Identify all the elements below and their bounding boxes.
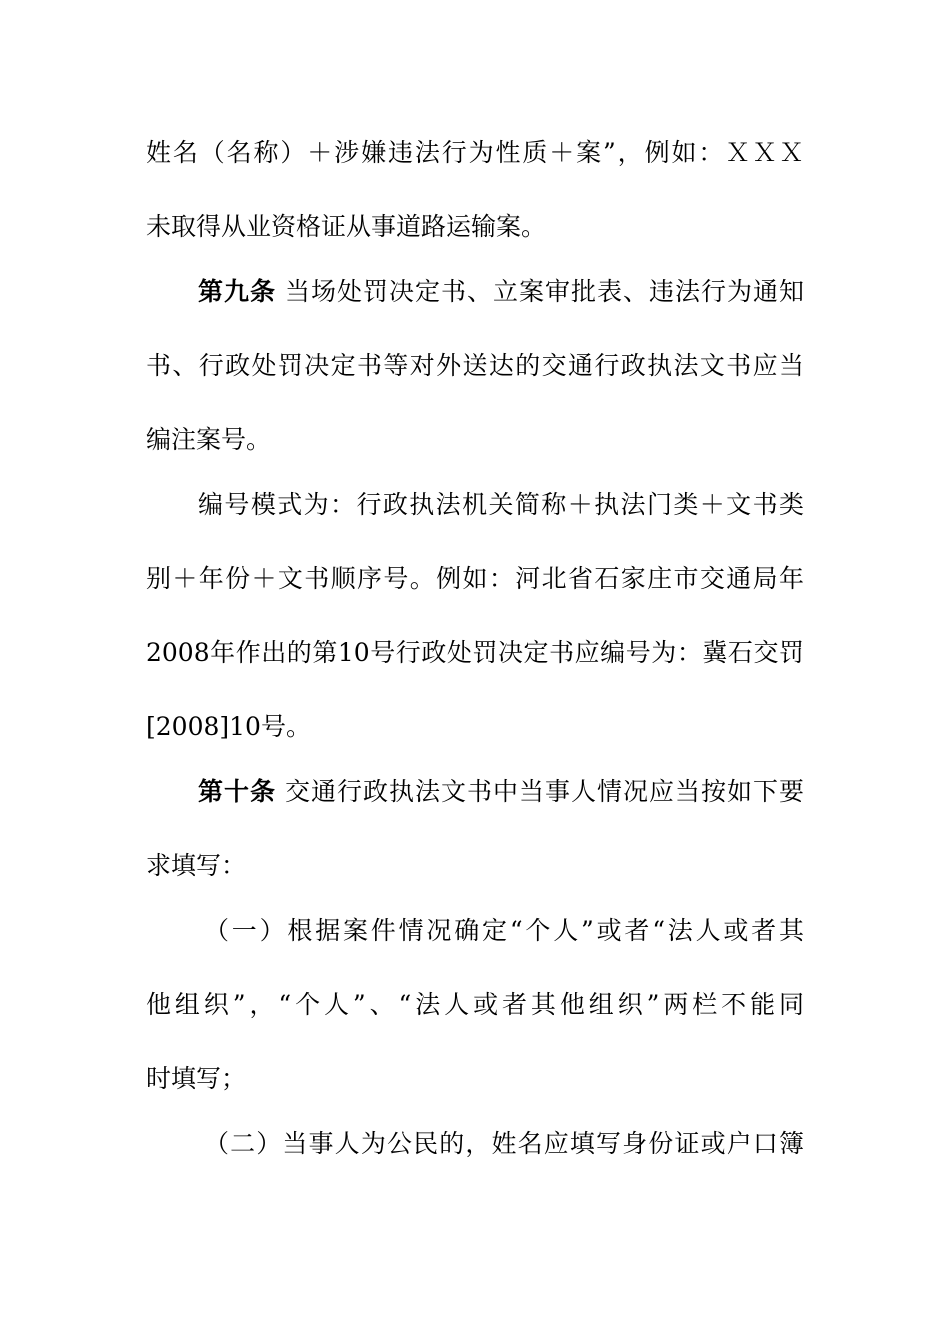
article-10-text: 交通行政执法文书中当事人情况应当按如下要 — [276, 777, 804, 806]
article-10-line — [198, 772, 804, 812]
text-line-13: 他组织”，“个人”、“法人或者其他组织”两栏不能同 — [146, 990, 804, 1019]
text-line-12: （一）根据案件情况确定“个人”或者“法人或者其 — [204, 916, 804, 945]
text-line-7: 别＋年份＋文书顺序号。例如：河北省石家庄市交通局年 — [146, 564, 804, 593]
text-line-6: 编号模式为：行政执法机关简称＋执法门类＋文书类 — [198, 490, 804, 519]
text-line-4: 书、行政处罚决定书等对外送达的交通行政执法文书应当 — [146, 351, 804, 380]
text-line-1: 姓名（名称）＋涉嫌违法行为性质＋案”，例如：ＸＸＸ — [146, 138, 804, 167]
text-line-15: （二）当事人为公民的，姓名应填写身份证或户口簿 — [204, 1129, 804, 1158]
text-line-8: 2008年作出的第10号行政处罚决定书应编号为：冀石交罚 — [146, 638, 804, 667]
article-9-text: 当场处罚决定书、立案审批表、违法行为通知 — [276, 277, 804, 306]
article-9-heading: 第九条 — [198, 277, 277, 306]
text-line-14: 时填写； — [146, 1064, 247, 1093]
text-line-5: 编注案号。 — [146, 425, 272, 454]
text-line-2: 未取得从业资格证从事道路运输案。 — [146, 212, 547, 241]
text-line-9: [2008]10号。 — [146, 712, 311, 741]
article-10-heading: 第十条 — [198, 777, 277, 806]
article-9-line — [198, 272, 804, 312]
text-line-11: 求填写： — [146, 851, 247, 880]
